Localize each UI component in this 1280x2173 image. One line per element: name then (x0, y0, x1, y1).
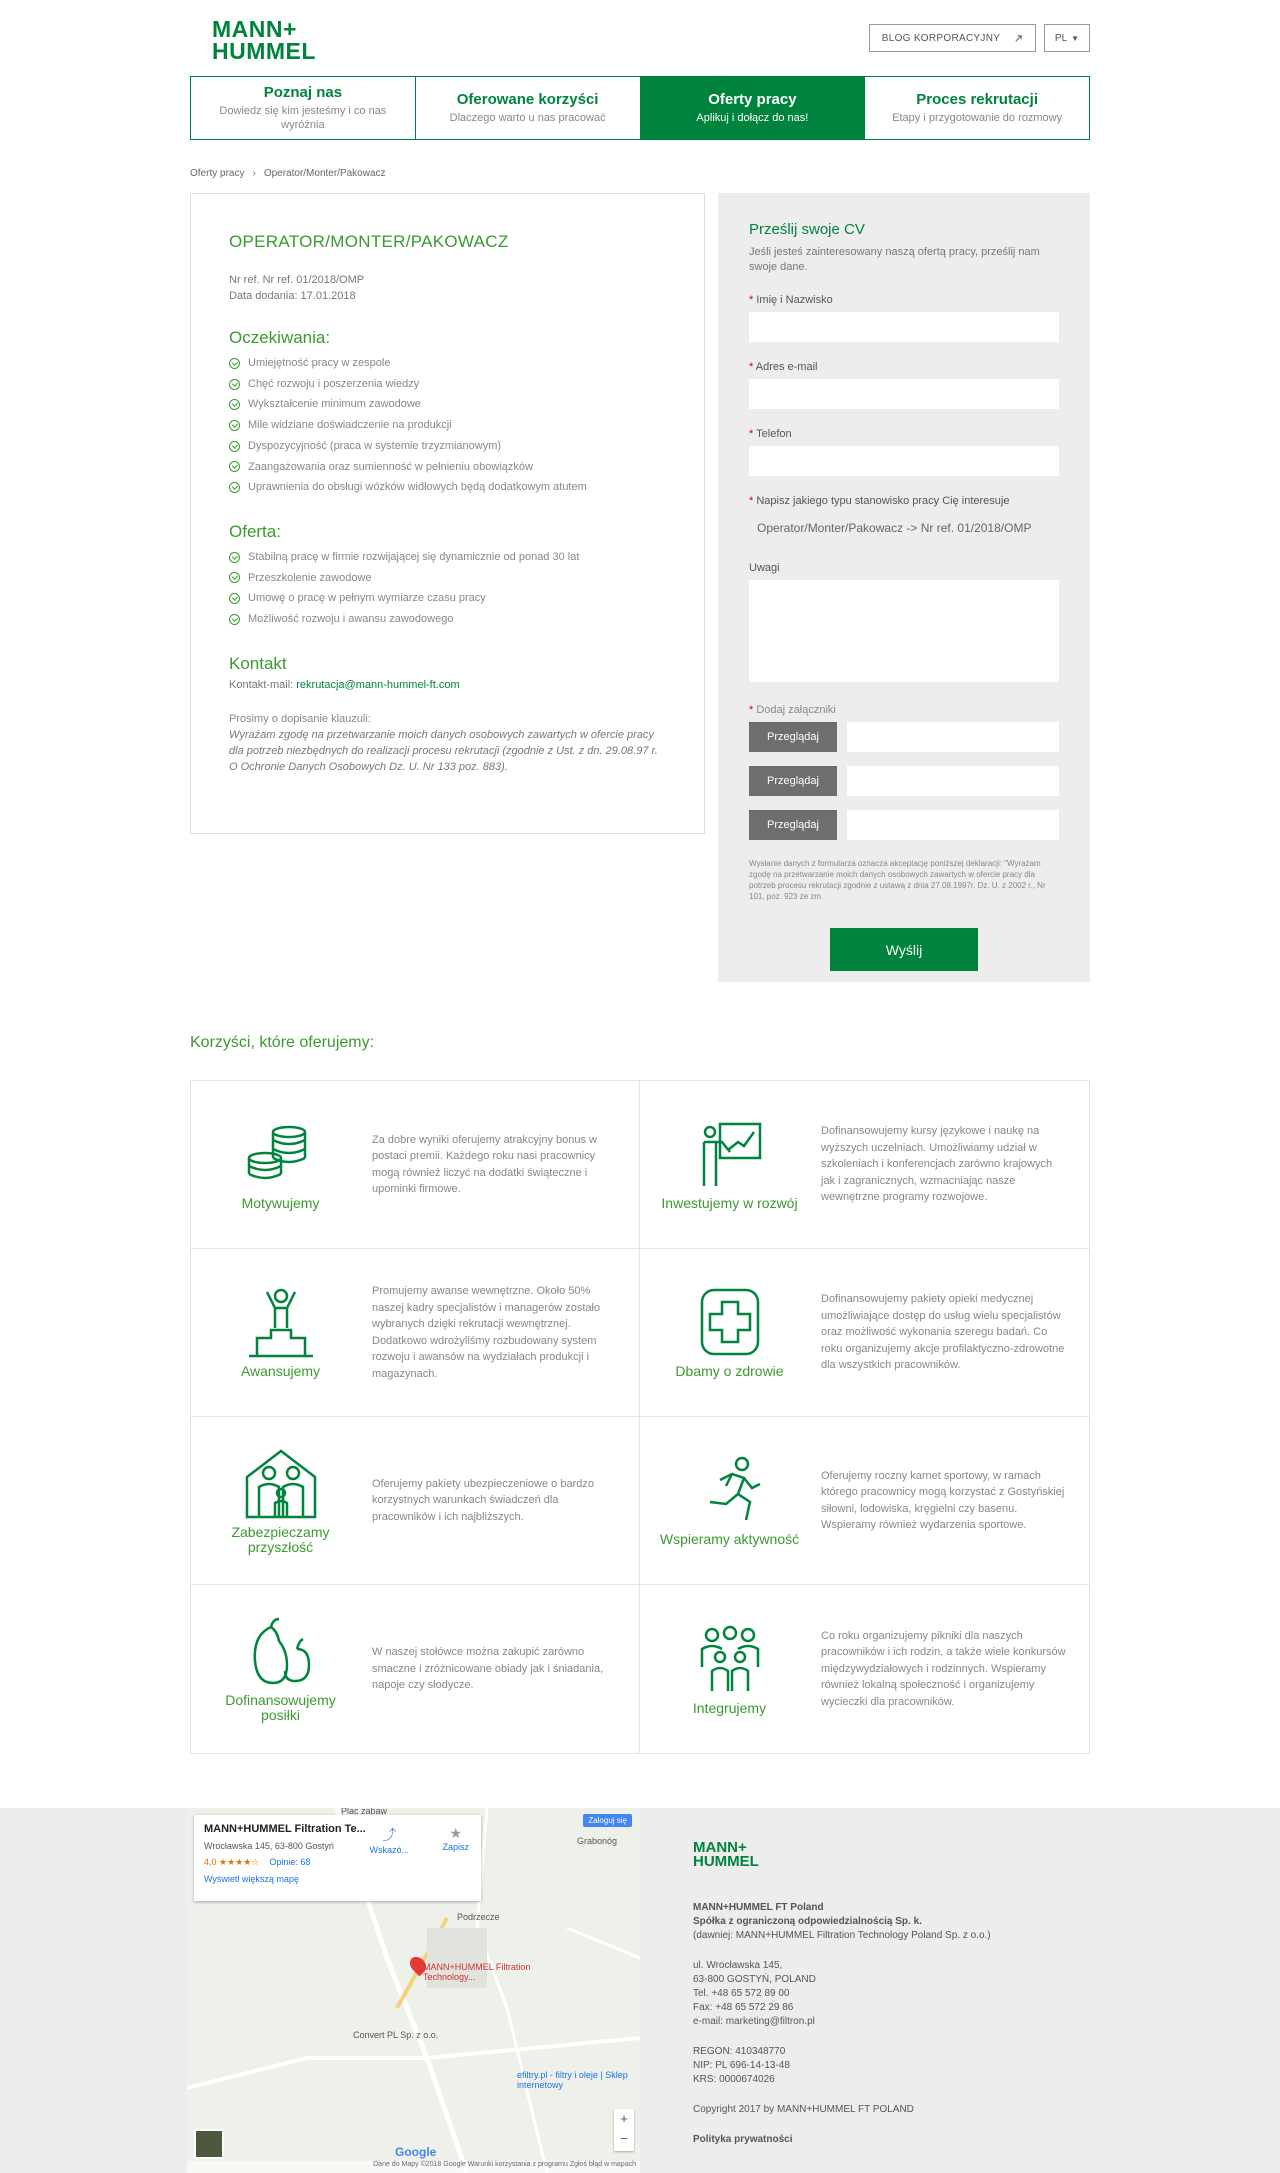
consent-clause: Wyrażam zgodę na przetwarzanie moich danych osobowych zawartych w ofercie pracy dla potrzeb niezbędnych do realizacji procesu rekrutacji (zgodnie z Ust. z dn. 29.08.97 r. O Ochronie Danych Osobowych Dz. U. Nr 133 poz. 883). (229, 728, 658, 773)
family-house-icon (241, 1447, 321, 1519)
medical-cross-icon (690, 1286, 770, 1358)
attachments-group (749, 722, 1059, 840)
site-header (190, 0, 1090, 76)
google-logo: Google (395, 2145, 437, 2159)
list-item: Przeszkolenie zawodowe (229, 568, 666, 589)
list-item: Możliwość rozwoju i awansu zawodowego (229, 609, 666, 630)
check-circle-icon (229, 572, 240, 583)
privacy-policy-link[interactable]: Polityka prywatności (693, 2134, 793, 2145)
copyright: Copyright 2017 by MANN+HUMMEL FT POLAND (693, 2104, 914, 2115)
file-path-field[interactable] (847, 810, 1059, 840)
form-disclaimer: Wysłanie danych z formularza oznacza akceptację poniższej deklaracji: "Wyrażam zgodę na przetwarzanie moich danych osobowych zawartych w ofercie pracy dla potrzeb procesu rekrutacji zgodnie z ustawą z dnia 27.08.1997r. Dz. U. z 2002 r., Nr 101, poz. 923 ze zm. (749, 859, 1046, 901)
main-nav (190, 76, 1090, 140)
benefits-grid (190, 1080, 1090, 1754)
file-path-field[interactable] (847, 722, 1059, 752)
benefit-item: Zabezpieczamy przyszłość Oferujemy pakiety ubezpieczeniowe o bardzo korzystnych warunkach świadczeń dla pracowników i ich najbliższych. (191, 1417, 640, 1585)
list-item: Uprawnienia do obsługi wózków widłowych będą dodatkowym atutem (229, 477, 666, 498)
people-group-icon (690, 1623, 770, 1695)
check-circle-icon (229, 593, 240, 604)
directions-button[interactable]: ⤴ Wskazó... (369, 1827, 409, 1855)
offer-heading: Oferta: (229, 521, 281, 541)
google-map[interactable]: MANN+HUMMEL Filtration Te... Wrocławska 145, 63-800 Gostyń 4,0 ★★★★☆ Opinie: 68 Wyświetl większą mapę ⤴ Wskazó... ★ Zapisz Zaloguj się Plac zabaw Grabonóg Podrzecze MANN+HUMMEL Filtration Technology... Convert PL Sp. z o.o. efiltry.pl - filtry i oleje | Sklep internetowy Google + − Dane do Mapy ©2018 Google Warunki korzystania z programu Zgłoś błąd w mapach (187, 1808, 640, 2173)
position-input[interactable]: Operator/Monter/Pakowacz -> Nr ref. 01/2018/OMP (757, 521, 1032, 535)
cv-form (718, 193, 1090, 982)
check-circle-icon (229, 461, 240, 472)
list-item: Stabilną pracę w firmie rozwijającej się dynamicznie od ponad 30 lat (229, 547, 666, 568)
clause-intro: Prosimy o dopisanie klauzuli: (229, 712, 371, 725)
phone-label: * Telefon (749, 428, 792, 440)
list-item: Umowę o pracę w pełnym wymiarze czasu pracy (229, 588, 666, 609)
list-item: Wykształcenie minimum zawodowe (229, 394, 666, 415)
runner-icon (690, 1454, 770, 1526)
presentation-icon (690, 1118, 770, 1190)
site-footer (0, 1808, 1280, 2173)
tab-oferowane-korzysci[interactable]: Oferowane korzyści Dlaczego warto u nas pracować (416, 77, 641, 139)
reviews-link[interactable]: Opinie: 68 (269, 1857, 311, 1867)
list-item: Chęć rozwoju i poszerzenia wiedzy (229, 374, 666, 395)
language-select[interactable]: PL ▼ (1044, 24, 1090, 52)
file-path-field[interactable] (847, 766, 1059, 796)
place-card (194, 1815, 481, 1901)
contact-line: Kontakt-mail: rekrutacja@mann-hummel-ft.com (229, 678, 460, 691)
company-info: MANN+ HUMMEL MANN+HUMMEL FT Poland Spółka z ograniczoną odpowiedzialnością Sp. k. (dawniej: MANN+HUMMEL Filtration Technology Poland Sp. z o.o.) ul. Wrocławska 145, 63-800 GOSTYŃ, POLAND Tel. +48 65 572 89 00 Fax: +48 65 572 29 86 e-mail: marketing@filtron.pl REGON: 410348770 NIP: PL 696-14-13-48 KRS: 0000674026 Copyright 2017 by MANN+HUMMEL FT POLAND Polityka prywatności (693, 1839, 991, 2145)
zoom-controls[interactable] (614, 2109, 634, 2151)
footer-logo[interactable]: MANN+ HUMMEL (693, 1839, 759, 1870)
cv-form-title: Prześlij swoje CV (749, 221, 865, 238)
place-address: Wrocławska 145, 63-800 Gostyń (204, 1841, 334, 1851)
footer-email[interactable]: e-mail: marketing@filtron.pl (693, 2016, 815, 2027)
job-offer-panel (190, 193, 705, 834)
list-item: Dyspozycyjność (praca w systemie trzyzmianowym) (229, 436, 666, 457)
benefits-heading: Korzyści, które oferujemy: (190, 1034, 375, 1051)
contact-heading: Kontakt (229, 653, 287, 673)
check-circle-icon (229, 420, 240, 431)
benefit-item: Dbamy o zdrowie Dofinansowujemy pakiety opieki medycznej umożliwiające dostęp do usług wielu specjalistów oraz możliwość wykonania szeregu badań. Co roku organizujemy akcje profilaktyczno-zdrowotne dla wszystkich pracowników. (640, 1249, 1089, 1417)
check-circle-icon (229, 482, 240, 493)
list-item: Mile widziane doświadczenie na produkcji (229, 415, 666, 436)
benefit-item: Dofinansowujemy posiłki W naszej stołówce można zakupić zarówno smaczne i zróżnicowane obiady jak i śniadania, napoje czy słodycze. (191, 1585, 640, 1753)
zoom-out-button[interactable]: − (620, 2131, 628, 2146)
attachments-label: * Dodaj załączniki (749, 704, 836, 716)
sign-in-button[interactable]: Zaloguj się (583, 1814, 632, 1827)
external-link-icon (1014, 34, 1023, 43)
check-circle-icon (229, 614, 240, 625)
save-place-button[interactable]: ★ Zapisz (442, 1825, 469, 1852)
bigger-map-link[interactable]: Wyświetl większą mapę (204, 1874, 299, 1884)
benefit-item: Awansujemy Promujemy awanse wewnętrzne. Około 50% naszej kadry specjalistów i managerów zostało wybranych dzięki rekrutacji wewnętrznej. Dodatkowo wdrożyliśmy rozbudowany system rozwoju i awansów na wydziałach produkcji i magazynach. (191, 1249, 640, 1417)
chevron-right-icon: › (252, 168, 256, 179)
cv-form-intro: Jeśli jesteś zainteresowany naszą ofertą pracy, prześlij nam swoje dane. (749, 246, 1040, 273)
expectations-heading: Oczekiwania: (229, 328, 331, 347)
attachment-row (749, 766, 1059, 796)
breadcrumb (190, 168, 1090, 179)
place-rating: 4,0 ★★★★☆ Opinie: 68 (204, 1857, 311, 1867)
benefit-item: Integrujemy Co roku organizujemy pikniki dla naszych pracowników i ich rodzin, a także wiele konkursów międzywydziałowych i rodzinnych. Wspieramy również lokalną społeczność i organizujemy wycieczki dla pracowników. (640, 1585, 1089, 1753)
contact-email-link[interactable]: rekrutacja@mann-hummel-ft.com (296, 678, 460, 691)
benefit-item: Inwestujemy w rozwój Dofinansowujemy kursy językowe i naukę na wyższych uczelniach. Umożliwiamy udział w szkoleniach i konferencjach zarówno krajowych jak i zagranicznych, wzmacniając nasze wewnętrzne programy rozwojowe. (640, 1081, 1089, 1249)
breadcrumb-root-link[interactable]: Oferty pracy (190, 168, 245, 179)
job-meta (229, 272, 666, 304)
email-input[interactable] (749, 379, 1059, 409)
job-date: Data dodania: 17.01.2018 (229, 290, 356, 302)
expectations-list (229, 353, 666, 498)
tab-oferty-pracy[interactable]: Oferty pracy Aplikuj i dołącz do nas! (641, 77, 866, 139)
tab-poznaj-nas[interactable]: Poznaj nas Dowiedz się kim jesteśmy i co nas wyróżnia (191, 77, 416, 139)
email-label: * Adres e-mail (749, 361, 818, 373)
fruit-icon (241, 1615, 321, 1687)
check-circle-icon (229, 379, 240, 390)
map-attribution: Dane do Mapy ©2018 Google Warunki korzystania z programu Zgłoś błąd w mapach (187, 2161, 640, 2173)
notes-textarea[interactable] (749, 580, 1059, 682)
check-circle-icon (229, 552, 240, 563)
mann-hummel-logo[interactable]: MANN+ HUMMEL (212, 16, 316, 64)
job-ref: Nr ref. Nr ref. 01/2018/OMP (229, 274, 365, 286)
podium-icon (241, 1286, 321, 1358)
star-icon: ★ (449, 1825, 463, 1841)
coins-icon (241, 1118, 321, 1190)
check-circle-icon (229, 399, 240, 410)
list-item: Zaangażowania oraz sumienność w pełnieniu obowiązków (229, 457, 666, 478)
directions-icon: ⤴ (382, 1827, 397, 1843)
offer-list (229, 547, 666, 630)
chevron-down-icon: ▼ (1071, 33, 1080, 43)
check-circle-icon (229, 441, 240, 452)
phone-input[interactable] (749, 446, 1059, 476)
browse-button[interactable]: Przeglądaj (749, 722, 837, 752)
send-button[interactable]: Wyślij (830, 928, 978, 971)
corporate-blog-button[interactable]: BLOG KORPORACYJNY (869, 24, 1036, 52)
check-circle-icon (229, 358, 240, 369)
breadcrumb-current: Operator/Monter/Pakowacz (263, 168, 386, 179)
benefit-item: Wspieramy aktywność Oferujemy roczny karnet sportowy, w ramach którego pracownicy mogą korzystać z Gostyńskiej siłowni, lodowiska, kręgielni czy basenu. Wspieramy również wydarzenia sportowe. (640, 1417, 1089, 1585)
tab-proces-rekrutacji[interactable]: Proces rekrutacji Etapy i przygotowanie do rozmowy (892, 91, 1063, 124)
attachment-row (749, 810, 1059, 840)
list-item: Umiejętność pracy w zespole (229, 353, 666, 374)
attachment-row (749, 722, 1059, 752)
browse-button[interactable]: Przeglądaj (749, 810, 837, 840)
position-label: * Napisz jakiego typu stanowisko pracy Cię interesuje (749, 495, 1010, 507)
benefit-item: Motywujemy Za dobre wyniki oferujemy atrakcyjny bonus w postaci premii. Każdego roku nasi pracownicy mogą również liczyć na dodatki świąteczne i upominki firmowe. (191, 1081, 640, 1249)
zoom-in-button[interactable]: + (620, 2111, 628, 2126)
browse-button[interactable]: Przeglądaj (749, 766, 837, 796)
job-title: OPERATOR/MONTER/PAKOWACZ (229, 232, 509, 251)
satellite-toggle[interactable] (194, 2129, 224, 2159)
name-input[interactable] (749, 312, 1059, 342)
name-label: * Imię i Nazwisko (749, 294, 833, 306)
place-name: MANN+HUMMEL Filtration Te... (204, 1823, 366, 1835)
notes-label: Uwagi (749, 562, 780, 574)
